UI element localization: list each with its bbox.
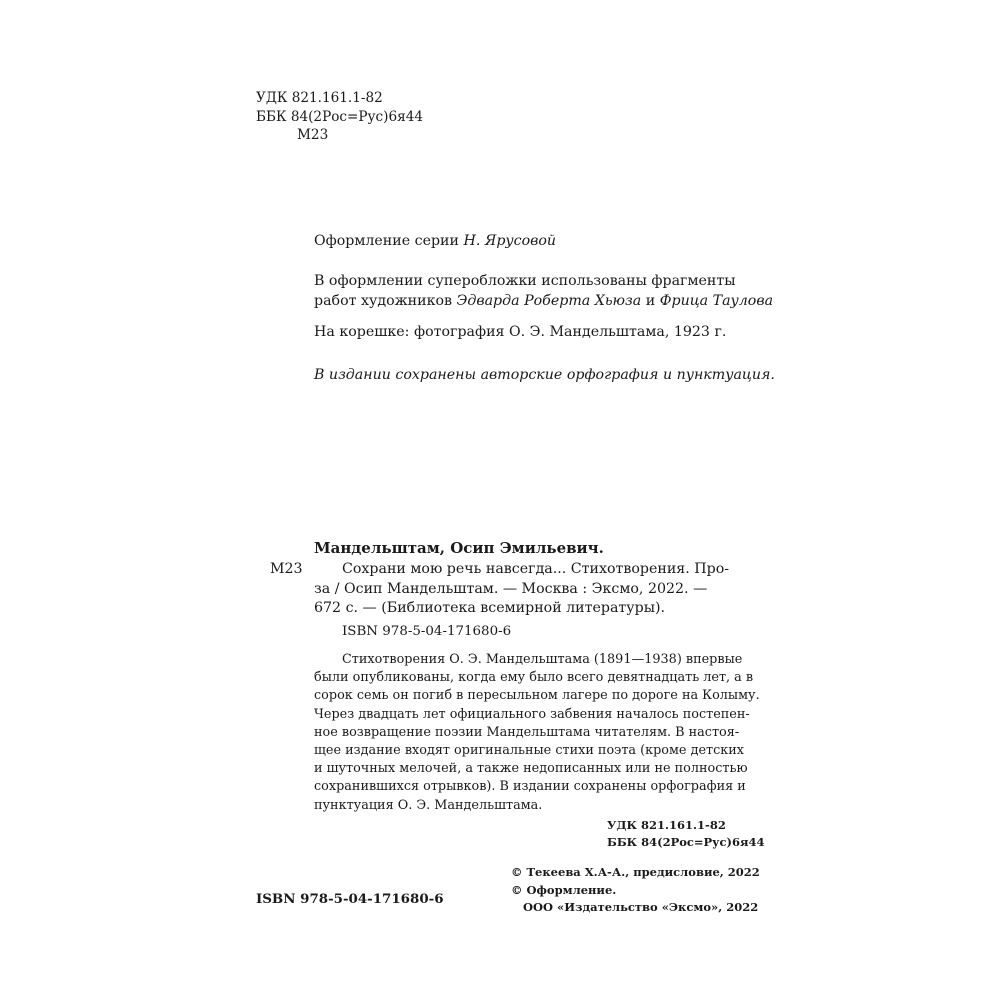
bib-line: 672 с. — (Библиотека всемирной литературы).	[314, 600, 666, 616]
bibliographic-description	[314, 560, 742, 619]
bib-line: за / Осип Мандельштам. — Москва : Эксмо, 2022. —	[314, 580, 708, 597]
series-design-prefix: Оформление серии	[314, 233, 459, 249]
catalog-mark: М23	[270, 561, 303, 577]
udk-code: УДК 821.161.1-82	[256, 90, 383, 106]
header-codes	[256, 89, 423, 145]
abstract-line: щее издание входят оригинальные стихи поэта (кроме детских	[314, 743, 745, 759]
abstract-line: сохранившихся отрывков). В издании сохранены орфография и	[314, 779, 746, 795]
series-designer-name: Н. Ярусовой	[463, 233, 557, 249]
cover-artist-2: Фрица Таулова	[659, 292, 774, 309]
catalog-udk: УДК 821.161.1-82	[607, 818, 726, 832]
cover-credit-line1: В оформлении суперобложки использованы фрагменты	[314, 273, 736, 289]
cover-credit-line2	[314, 292, 773, 312]
cover-credit	[314, 272, 773, 311]
series-design-credit	[314, 232, 556, 252]
copyright-block	[511, 864, 760, 917]
bbk-code: ББК 84(2Рос=Рус)6я44	[256, 108, 423, 125]
abstract-line: Через двадцать лет официального забвения началось постепен-	[314, 706, 750, 722]
catalog-codes	[607, 817, 764, 851]
cover-credit-prefix: работ художников	[314, 292, 452, 309]
abstract-line: пунктуация О. Э. Мандельштама.	[314, 797, 543, 813]
copyright-line: © Текеева Х.А-А., предисловие, 2022	[511, 865, 760, 879]
abstract-line: и шуточных мелочей, а также недописанных или не полностью	[314, 761, 748, 777]
abstract-line: ное возвращение поэзии Мандельштама читателям. В настоя-	[314, 724, 740, 740]
copyright-line: ООО «Издательство «Эксмо», 2022	[523, 900, 759, 914]
bib-line: Сохрани мою речь навсегда... Стихотворения. Про-	[342, 561, 730, 577]
copyright-line: © Оформление.	[511, 882, 617, 897]
author-mark: М23	[297, 127, 329, 143]
cover-and: и	[645, 292, 656, 309]
abstract-line: Стихотворения О. Э. Мандельштама (1891—1938) впервые	[342, 652, 743, 667]
abstract	[314, 651, 760, 815]
spine-photo-credit: На корешке: фотография О. Э. Мандельштама, 1923 г.	[314, 324, 727, 340]
spelling-note: В издании сохранены авторские орфография и пунктуация.	[314, 367, 775, 383]
footer-isbn: ISBN 978-5-04-171680-6	[256, 891, 444, 907]
abstract-line: были опубликованы, когда ему было всего девятнадцать лет, а в	[314, 670, 754, 686]
catalog-bbk: ББК 84(2Рос=Рус)6я44	[607, 835, 765, 849]
catalog-isbn: ISBN 978-5-04-171680-6	[342, 624, 512, 639]
abstract-line: сорок семь он погиб в пересыльном лагере по дороге на Колыму.	[314, 688, 760, 704]
cover-artist-1: Эдварда Роберта Хьюза	[456, 292, 642, 309]
catalog-author-heading: Мандельштам, Осип Эмильевич.	[314, 539, 604, 557]
